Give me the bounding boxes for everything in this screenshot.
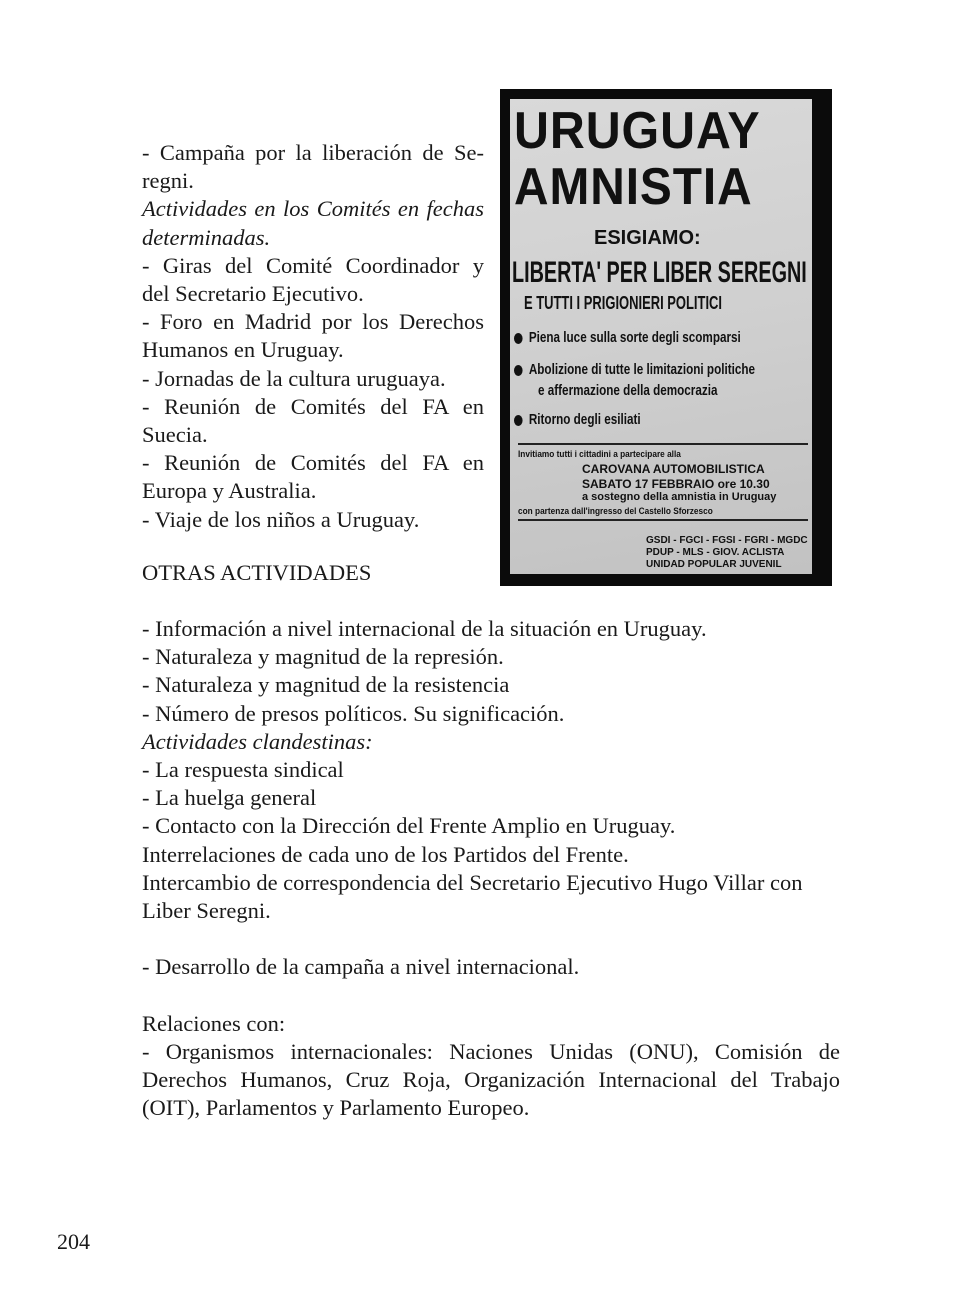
text-line: Liber Seregni.: [142, 898, 271, 924]
bullet-dot-icon: [514, 333, 523, 344]
poster-bullet-text: Piena luce sulla sorte degli scomparsi: [528, 329, 741, 346]
poster-esigiamo: ESIGIAMO:: [594, 227, 701, 249]
blank-line: [142, 925, 840, 953]
text-line: Interrelaciones de cada uno de los Partidos del Frente.: [142, 841, 629, 867]
text-line: Intercambio de correspondencia del Secretario Ejecutivo Hugo Villar con: [142, 869, 803, 895]
poster-invito: Invitiamo tutti i cittadini a partecipare alla: [518, 449, 681, 459]
poster-sostegno: a sostegno della amnistia in Uruguay: [582, 491, 777, 503]
poster-divider: [518, 443, 808, 445]
poster-bullet: [514, 411, 641, 428]
poster-bullet-text: Abolizione di tutte le limitazioni politiche: [528, 361, 756, 378]
text-line: Humanos en Uruguay.: [142, 337, 344, 363]
bullet-dot-icon: [514, 415, 523, 426]
poster-organizations: GSDI - FGCI - FGSI - FGRI - MGDC: [646, 535, 808, 546]
italic-subheading: Actividades clandestinas:: [142, 728, 373, 754]
text-line: regni.: [142, 168, 194, 194]
poster-sheet: [510, 99, 812, 574]
text-line: - Foro en Madrid por los Derechos: [142, 309, 484, 335]
text-line: Derechos Humanos, Cruz Roja, Organización Internacional del Trabajo: [142, 1067, 840, 1093]
text-line: - Jornadas de la cultura uruguaya.: [142, 365, 446, 391]
text-line: Relaciones con:: [142, 1010, 286, 1036]
poster-bullet-text: Ritorno degli esiliati: [528, 411, 641, 428]
poster-bullet-continuation: e affermazione della democrazia: [538, 382, 718, 399]
text-line: del Secretario Ejecutivo.: [142, 281, 364, 307]
text-line: Europa y Australia.: [142, 478, 317, 504]
text-line: - Organismos internacionales: Naciones Unidas (ONU), Comisión de: [142, 1039, 840, 1065]
text-line: - La respuesta sindical: [142, 757, 344, 783]
poster-title-uruguay: URUGUAY: [514, 102, 761, 160]
poster-bullet: [514, 361, 755, 378]
text-line: - Reunión de Comités del FA en: [142, 450, 484, 476]
page-number: 204: [57, 1229, 90, 1254]
text-line: - Giras del Comité Coordinador y: [142, 252, 484, 278]
text-line: - Viaje de los niños a Uruguay.: [142, 506, 420, 532]
text-line: - Contacto con la Dirección del Frente Amplio en Uruguay.: [142, 813, 676, 839]
blank-line: [142, 982, 840, 1010]
left-column-text: [142, 139, 484, 534]
poster-prigionieri: E TUTTI I PRIGIONIERI POLITICI: [524, 293, 723, 313]
poster-partenza: con partenza dall'ingresso del Castello Sforzesco: [518, 506, 713, 516]
bullet-dot-icon: [514, 365, 523, 376]
text-line: - La huelga general: [142, 785, 317, 811]
section-heading-otras-actividades: OTRAS ACTIVIDADES: [142, 560, 372, 585]
poster-liberta-seregni: LIBERTA' PER LIBER SEREGNI: [512, 256, 807, 289]
poster-date: SABATO 17 FEBBRAIO ore 10.30: [582, 477, 770, 491]
poster-bullet: [514, 329, 741, 346]
text-line: - Campaña por la liberación de Se-: [142, 140, 484, 165]
text-line: Suecia.: [142, 422, 208, 448]
italic-subheading: determinadas.: [142, 224, 271, 250]
text-line: - Reunión de Comités del FA en: [142, 393, 484, 419]
text-line: - Número de presos políticos. Su significación.: [142, 700, 565, 726]
text-line: - Información a nivel internacional de la situación en Uruguay.: [142, 616, 707, 641]
text-line: - Naturaleza y magnitud de la resistencia: [142, 672, 510, 698]
poster-organizations: PDUP - MLS - GIOV. ACLISTA: [646, 547, 785, 558]
poster-title-amnistia: AMNISTIA: [514, 158, 753, 216]
text-line: (OIT), Parlamentos y Parlamento Europeo.: [142, 1095, 530, 1121]
poster-image: [500, 89, 832, 586]
main-text: [142, 615, 840, 1123]
text-line: - Naturaleza y magnitud de la represión.: [142, 644, 504, 670]
italic-subheading: Actividades en los Comités en fechas: [142, 196, 484, 222]
poster-carovana: CAROVANA AUTOMOBILISTICA: [582, 462, 765, 476]
text-line: - Desarrollo de la campaña a nivel internacional.: [142, 954, 580, 980]
poster-divider: [518, 519, 808, 521]
poster-organizations: UNIDAD POPULAR JUVENIL: [646, 559, 782, 570]
